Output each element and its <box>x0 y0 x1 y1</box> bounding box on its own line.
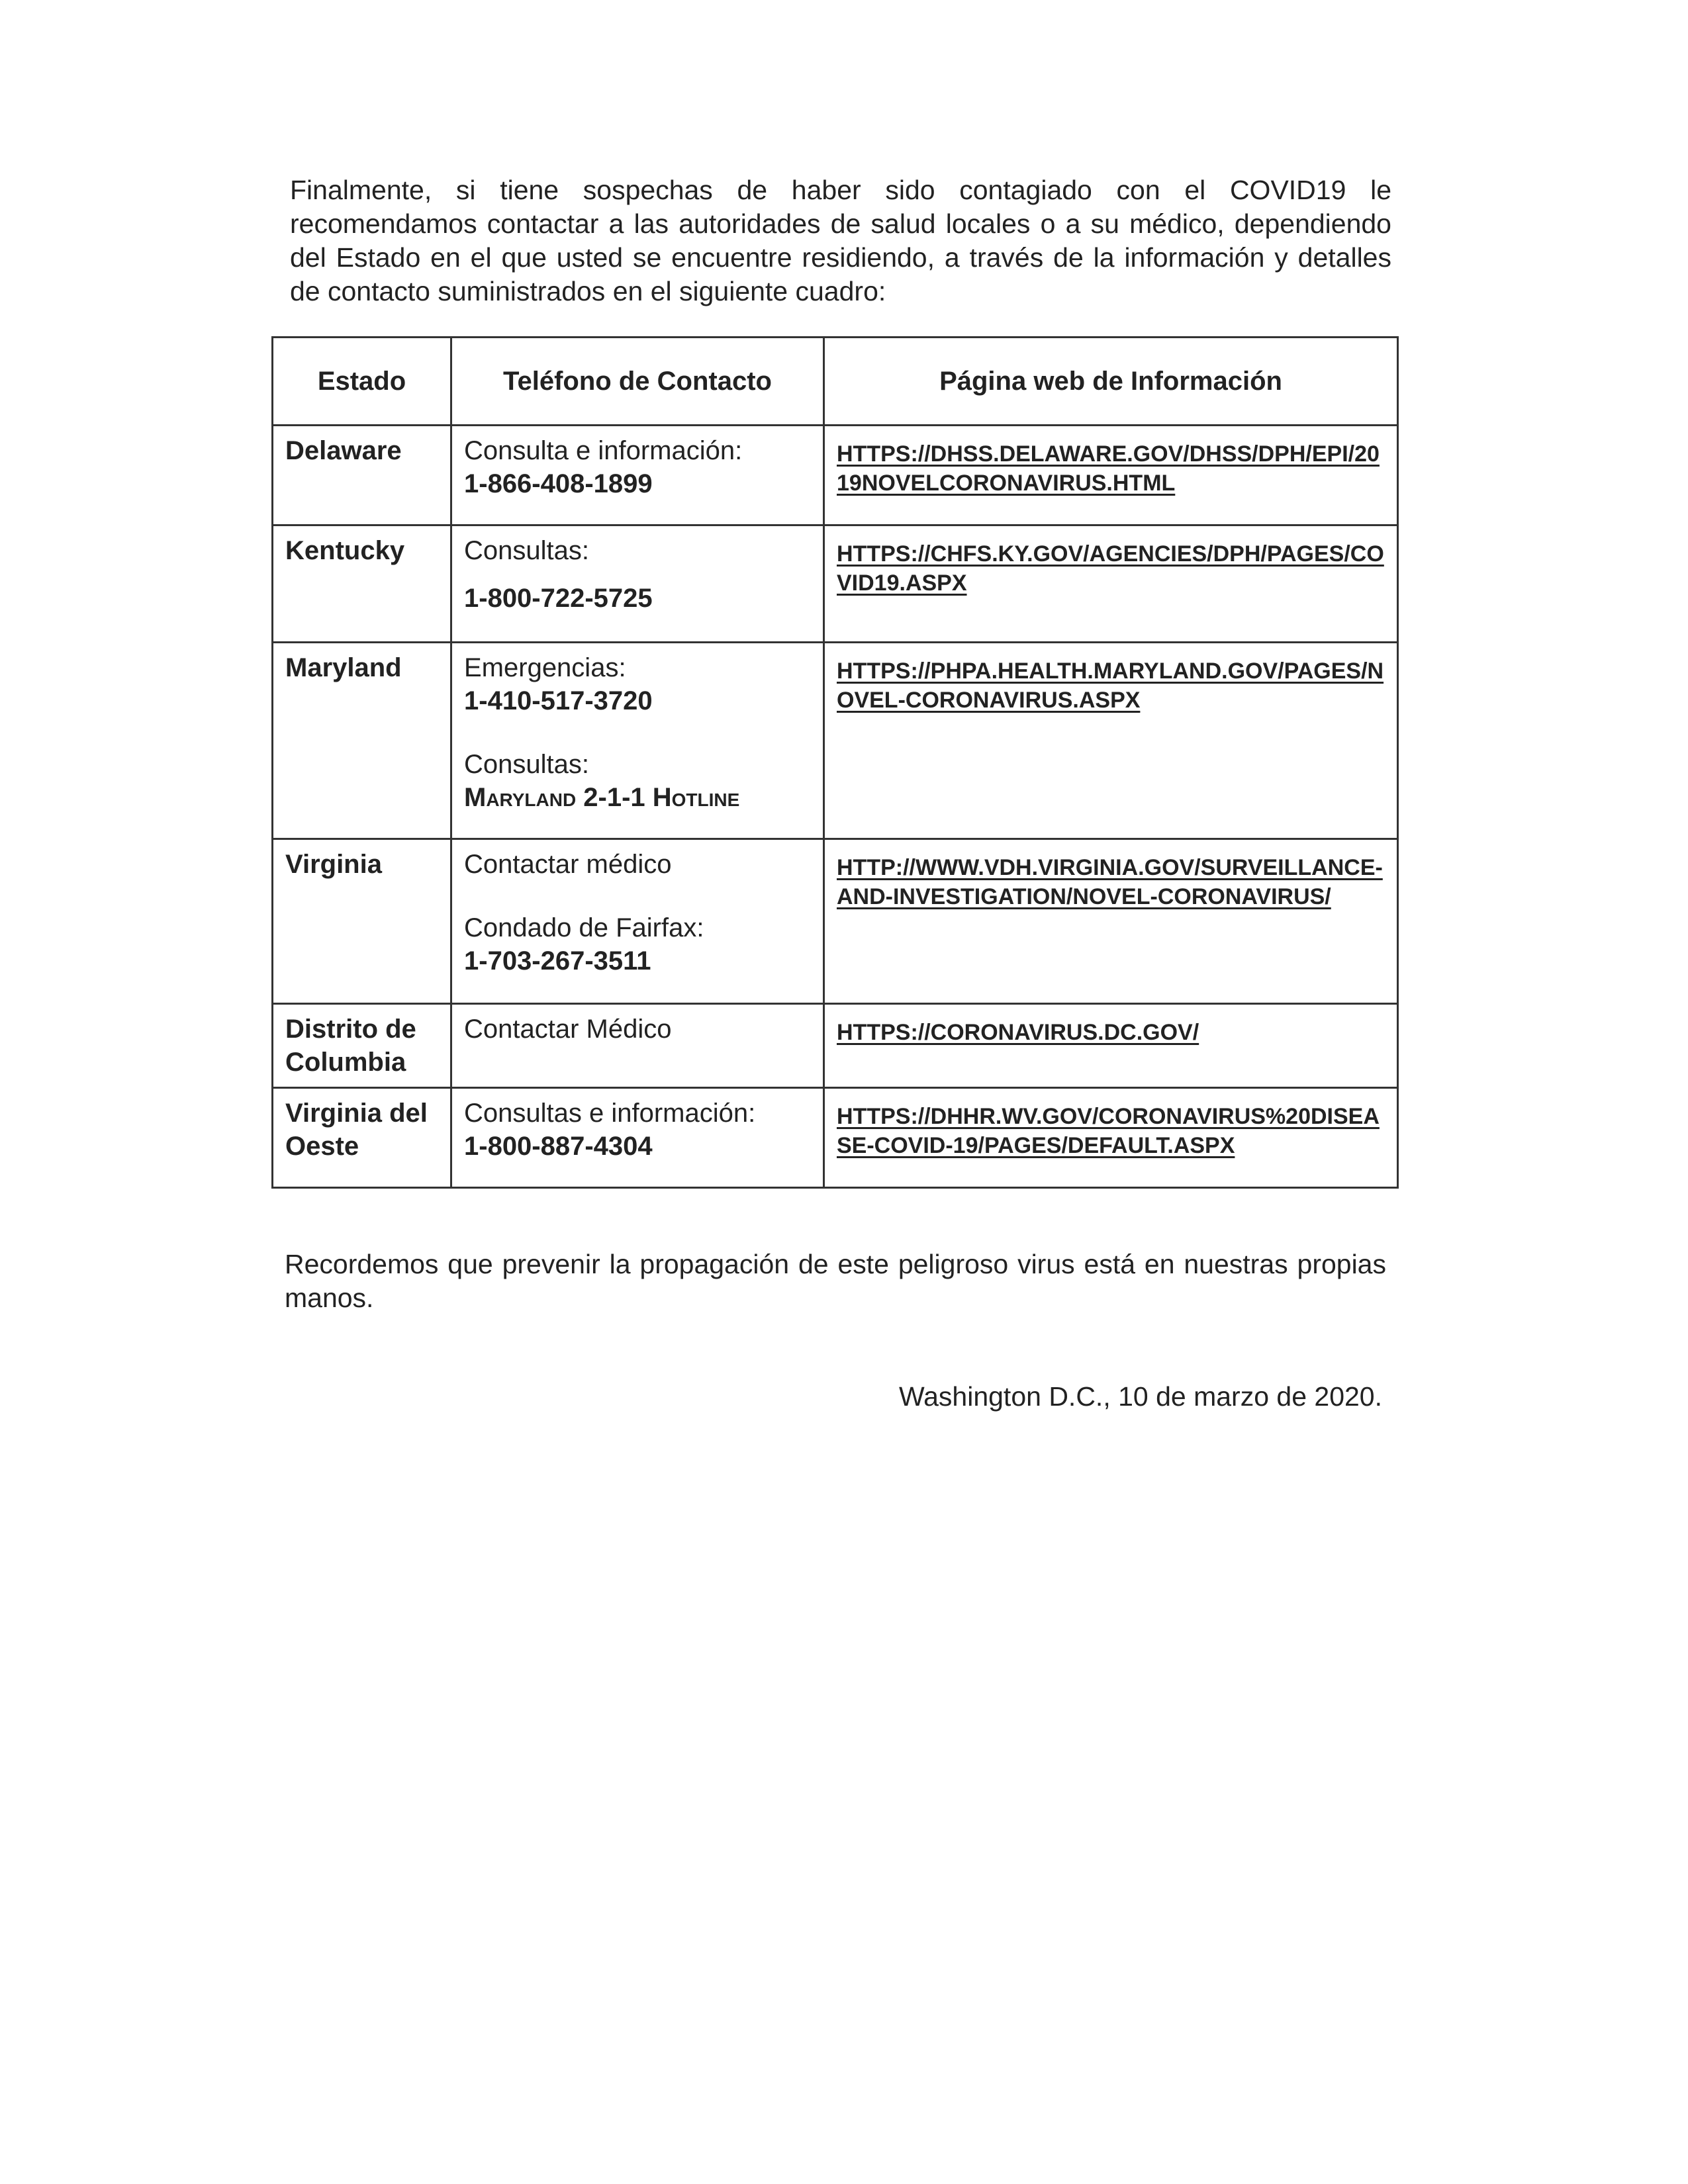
url-cell <box>824 1004 1398 1088</box>
phone-number: 1-866-408-1899 <box>464 469 653 498</box>
hotline-name: Maryland 2-1-1 Hotline <box>464 783 740 812</box>
website-link[interactable]: HTTPS://DHSS.DELAWARE.GOV/DHSS/DPH/EPI/2019NOVELCORONAVIRUS.HTML <box>837 441 1380 496</box>
phone-label: Contactar médico <box>464 850 672 879</box>
date-signoff: Washington D.C., 10 de marzo de 2020. <box>898 1381 1382 1412</box>
phone-label: Consulta e información: <box>464 436 743 465</box>
table-row <box>273 643 1398 839</box>
closing-paragraph: Recordemos que prevenir la propagación de este peligroso virus está en nuestras propias manos. <box>285 1249 1386 1313</box>
phone-label: Consultas e información: <box>464 1099 756 1128</box>
phone-number: 1-800-722-5725 <box>464 584 653 613</box>
website-link[interactable]: HTTPS://CORONAVIRUS.DC.GOV/ <box>837 1020 1199 1045</box>
phone-label: Emergencias: <box>464 653 626 682</box>
table-header-row <box>273 338 1398 426</box>
table-row <box>273 1088 1398 1188</box>
phone-number: 1-800-887-4304 <box>464 1132 653 1161</box>
phone-number: 1-703-267-3511 <box>464 946 651 976</box>
header-estado: Estado <box>273 338 451 426</box>
phone-cell <box>451 839 824 1004</box>
state-cell: Virginia del Oeste <box>273 1088 451 1188</box>
phone-cell <box>451 1088 824 1188</box>
website-link[interactable]: HTTPS://CHFS.KY.GOV/AGENCIES/DPH/PAGES/COVID19.ASPX <box>837 541 1384 596</box>
state-cell: Maryland <box>273 643 451 839</box>
table-row <box>273 525 1398 643</box>
table-row <box>273 839 1398 1004</box>
website-link[interactable]: HTTPS://PHPA.HEALTH.MARYLAND.GOV/PAGES/NOVEL-CORONAVIRUS.ASPX <box>837 659 1384 713</box>
url-cell <box>824 525 1398 643</box>
state-cell: Virginia <box>273 839 451 1004</box>
phone-cell <box>451 643 824 839</box>
phone-label: Consultas: <box>464 750 589 779</box>
phone-cell <box>451 426 824 525</box>
state-cell: Distrito de Columbia <box>273 1004 451 1088</box>
url-cell <box>824 1088 1398 1188</box>
phone-number: 1-410-517-3720 <box>464 686 653 715</box>
phone-label: Condado de Fairfax: <box>464 913 704 942</box>
state-cell: Kentucky <box>273 525 451 643</box>
intro-paragraph: Finalmente, si tiene sospechas de haber sido contagiado con el COVID19 le recomendamos contactar a las autoridades de salud locales o a su médico, dependiendo del Estado en el que usted se encuentre residiendo, a través de la información y detalles de contacto suministrados en el siguiente cuadro: <box>290 175 1391 306</box>
phone-label: Consultas: <box>464 536 589 565</box>
phone-cell <box>451 1004 824 1088</box>
header-pagina-web: Página web de Información <box>824 338 1398 426</box>
table-row <box>273 1004 1398 1088</box>
website-link[interactable]: HTTP://WWW.VDH.VIRGINIA.GOV/SURVEILLANCE-AND-INVESTIGATION/NOVEL-CORONAVIRUS/ <box>837 855 1383 909</box>
website-link[interactable]: HTTPS://DHHR.WV.GOV/CORONAVIRUS%20DISEASE-COVID-19/PAGES/DEFAULT.ASPX <box>837 1104 1380 1158</box>
url-cell <box>824 426 1398 525</box>
url-cell <box>824 839 1398 1004</box>
header-telefono: Teléfono de Contacto <box>451 338 824 426</box>
table-row <box>273 426 1398 525</box>
state-cell: Delaware <box>273 426 451 525</box>
url-cell <box>824 643 1398 839</box>
phone-label: Contactar Médico <box>464 1015 672 1044</box>
phone-cell <box>451 525 824 643</box>
contact-table <box>271 336 1399 1189</box>
